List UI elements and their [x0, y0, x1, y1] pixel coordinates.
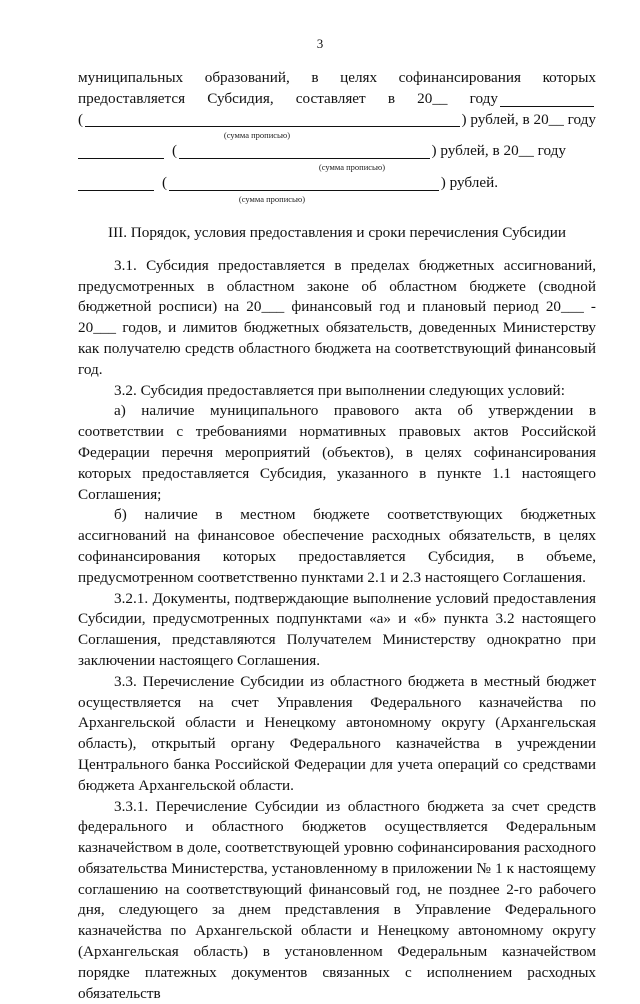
line-1: муниципальных образований, в целях софинансирования которых	[78, 68, 596, 89]
page-number: 3	[0, 36, 640, 52]
amount-blank	[78, 145, 164, 159]
paragraph-3-2-b: б) наличие в местном бюджете соответствующих бюджетных ассигнований на финансовое обеспечение расходных обязательств, в целях софинансирования которых предоставляется Субсидия, в объеме, предусмотренном соответственно пунктами 2.1 и 2.3 настоящего Соглашения.	[78, 505, 596, 588]
line-3-open: (	[78, 110, 83, 131]
paragraph-3-1: 3.1. Субсидия предоставляется в пределах бюджетных ассигнований, предусмотренных в областном законе об областном бюджете (сводной бюджетной росписи) на 20___ финансовый год и плановый период 20___ - 20___ годов, и лимитов бюджетных обязательств, доведенных Министерству как получателю средств областного бюджета на соответствующий финансовый год.	[78, 256, 596, 381]
line-2	[78, 89, 596, 110]
paragraph-3-3: 3.3. Перечисление Субсидии из областного бюджета в местный бюджет осуществляется на счет Управления Федерального казначейства по Архангельской области и Ненецкому автономному округу (Архангельская область), открытый органу Федерального казначейства в учреждении Центрального банка Российской Федерации для учета операций со средствами бюджета Архангельской области.	[78, 672, 596, 797]
paragraph-3-2-a: а) наличие муниципального правового акта об утверждении в соответствии с требованиями нормативных правовых актов Российской Федерации перечня мероприятий (объектов), в целях софинансирования которых предоставляется Субсидия, указанного в пункте 1.1 настоящего Соглашения;	[78, 401, 596, 505]
line-4-close: ) рублей, в 20__ году	[432, 141, 567, 162]
line-5-open: (	[162, 173, 167, 194]
amount-blank	[500, 93, 594, 107]
paragraph-3-3-1: 3.3.1. Перечисление Субсидии из областного бюджета за счет средств федерального и областного бюджетов осуществляется Федеральным казначейством в доле, соответствующей уровню софинансирования расходного обязательства Министерства, установленному в приложении № 1 к настоящему соглашению на соответствующий финансовый год, не позднее 2-го рабочего дня, следующего за днем представления в Управление Федерального казначейства по Архангельской области и Ненецкому автономному округу (Архангельская область) в установленном Федеральным казначейством порядке платежных документов связанных с исполнением расходных обязательств	[78, 797, 596, 1004]
line-5	[78, 173, 498, 194]
line-4-open: (	[172, 141, 177, 162]
sum-words-blank	[85, 113, 459, 127]
section-title: III. Порядок, условия предоставления и сроки перечисления Субсидии	[78, 223, 596, 244]
sum-caption: (сумма прописью)	[78, 194, 596, 205]
line-5-close: ) рублей.	[441, 173, 498, 194]
paragraph-3-2-1: 3.2.1. Документы, подтверждающие выполнение условий предоставления Субсидии, предусмотренных подпунктами «а» и «б» пункта 3.2 настоящего Соглашения, представляются Получателем Министерству однократно при заключении настоящего Соглашения.	[78, 589, 596, 672]
line-3-close: ) рублей, в 20__ году	[462, 110, 597, 131]
line-2-text: предоставляется Субсидия, составляет в 20__ году	[78, 89, 498, 110]
sum-words-blank	[179, 145, 429, 159]
sum-words-blank	[169, 177, 439, 191]
sum-caption: (сумма прописью)	[78, 130, 596, 141]
document-body	[78, 68, 596, 1004]
line-4	[78, 141, 596, 162]
sum-caption: (сумма прописью)	[78, 162, 596, 173]
line-3	[78, 110, 596, 131]
paragraph-3-2: 3.2. Субсидия предоставляется при выполнении следующих условий:	[78, 381, 596, 402]
amount-blank	[78, 177, 154, 191]
